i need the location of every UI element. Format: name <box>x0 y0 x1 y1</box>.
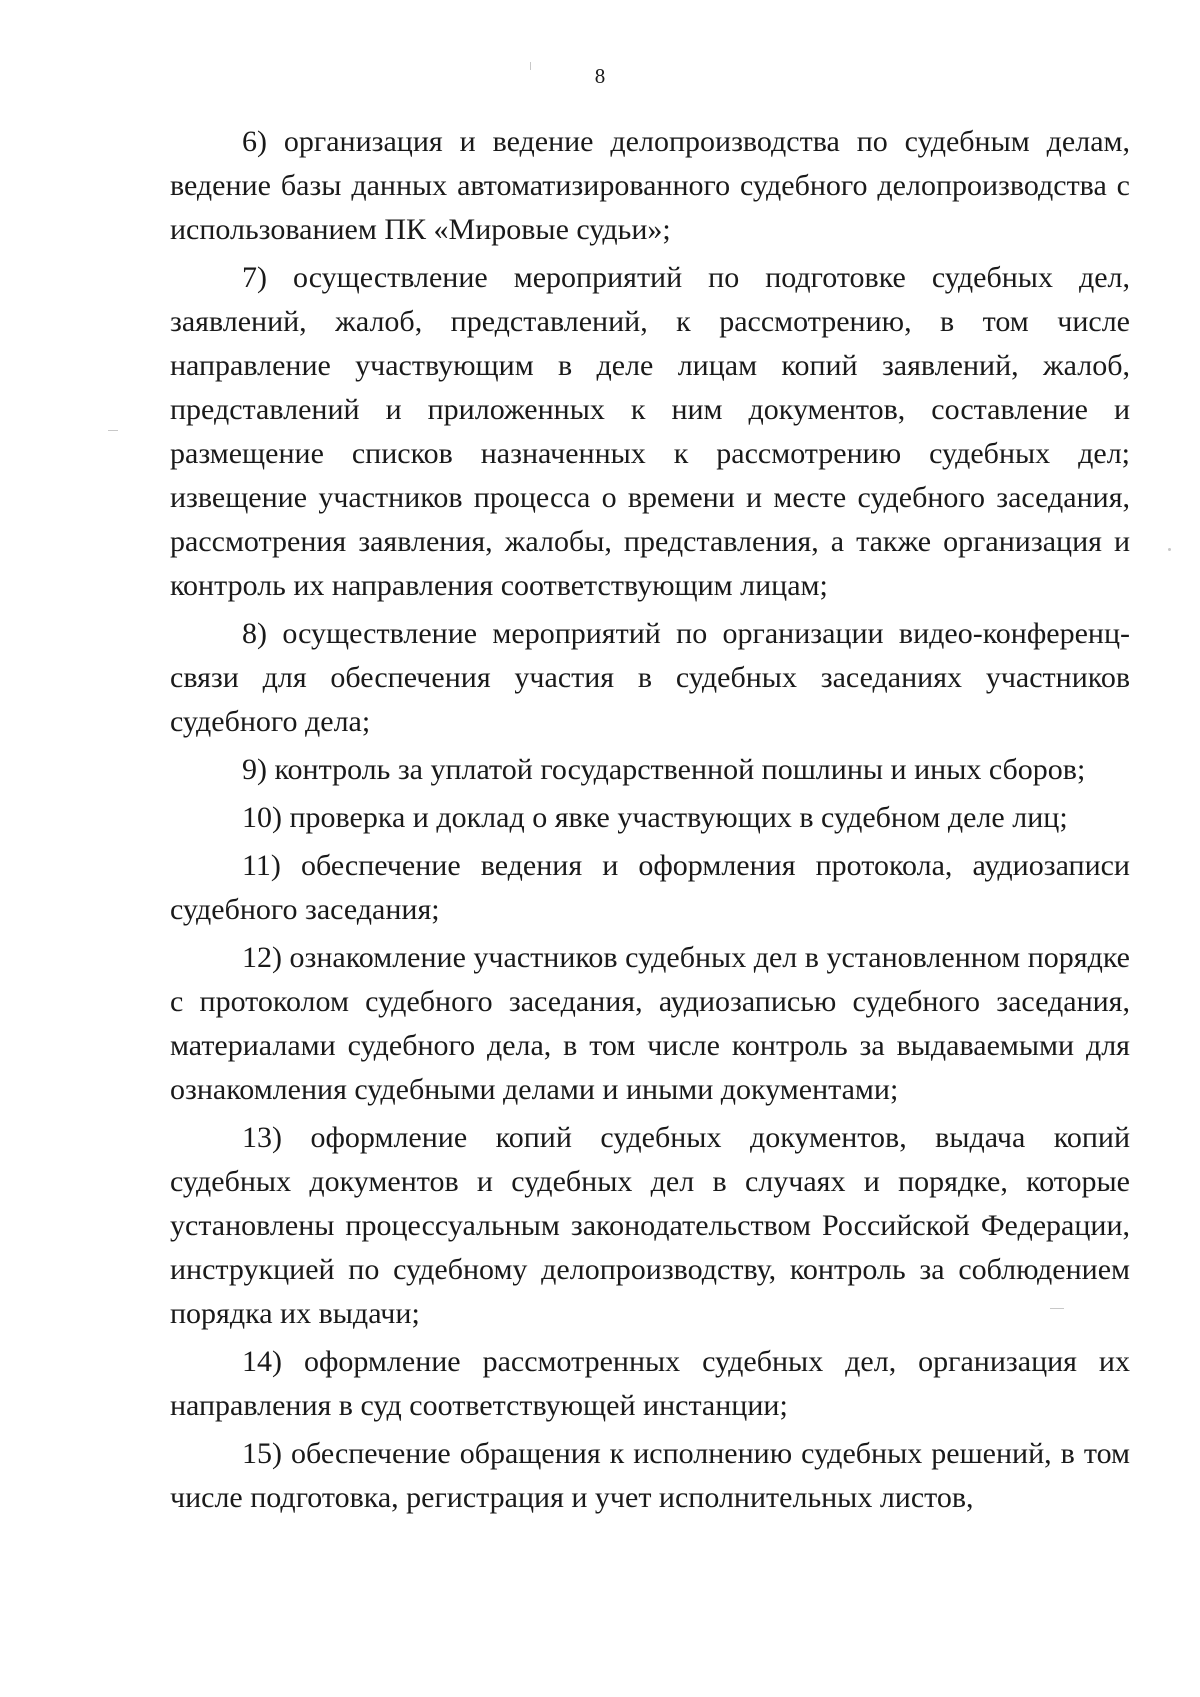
paragraph-item-10: 10) проверка и доклад о явке участвующих в судебном деле лиц; <box>242 801 1068 834</box>
paragraph-item-9: 9) контроль за уплатой государственной пошлины и иных сборов; <box>242 753 1086 786</box>
paragraph-item-8: 8) осуществление мероприятий по организации видео-конференц-связи для обеспечения участия в судебных заседаниях участников судебного дела; <box>170 617 1130 738</box>
scan-artifact <box>1168 548 1171 551</box>
paragraph-item-13: 13) оформление копий судебных документов, выдача копий судебных документов и судебных дел в случаях и порядке, которые установлены процессуальным законодательством Российской Федерации, инструкцией по судебному делопроизводству, контроль за соблюдением порядка их выдачи; <box>170 1121 1130 1330</box>
paragraph-item-15: 15) обеспечение обращения к исполнению судебных решений, в том числе подготовка, регистрация и учет исполнительных листов, <box>170 1437 1130 1514</box>
scan-artifact <box>108 430 118 431</box>
paragraph-item-6: 6) организация и ведение делопроизводства по судебным делам, ведение базы данных автоматизированного судебного делопроизводства с использованием ПК «Мировые судьи»; <box>170 125 1130 246</box>
paragraph-item-12: 12) ознакомление участников судебных дел в установленном порядке с протоколом судебного заседания, аудиозаписью судебного заседания, материалами судебного дела, в том числе контроль за выдаваемыми для ознакомления судебными делами и иными документами; <box>170 941 1130 1106</box>
paragraph-item-11: 11) обеспечение ведения и оформления протокола, аудиозаписи судебного заседания; <box>170 849 1130 926</box>
paragraph-item-14: 14) оформление рассмотренных судебных дел, организация их направления в суд соответствующей инстанции; <box>170 1345 1130 1422</box>
paragraph-item-7: 7) осуществление мероприятий по подготовке судебных дел, заявлений, жалоб, представлений, к рассмотрению, в том числе направление участвующим в деле лицам копий заявлений, жалоб, представлений и приложенных к ним документов, составление и размещение списков назначенных к рассмотрению судебных дел; извещение участников процесса о времени и месте судебного заседания, рассмотрения заявления, жалобы, представления, а также организация и контроль их направления соответствующим лицам; <box>170 261 1130 602</box>
document-body <box>170 120 1130 1524</box>
page-number: 8 <box>594 64 606 88</box>
